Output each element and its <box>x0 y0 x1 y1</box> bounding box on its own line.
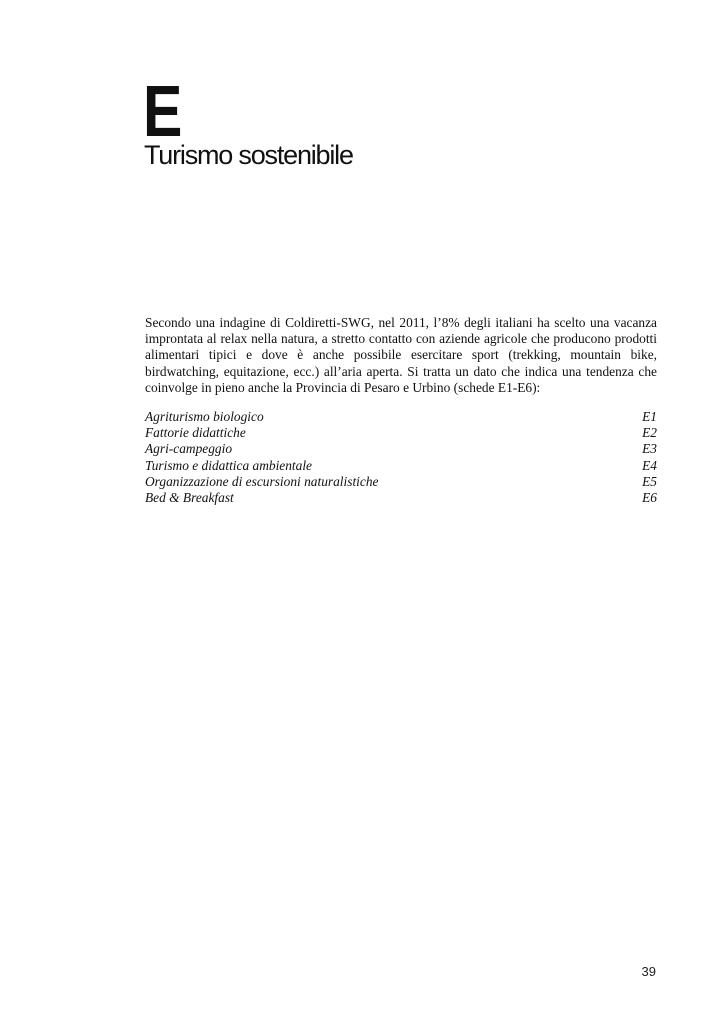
index-item-e3 <box>145 441 657 457</box>
index-item-code: E6 <box>642 490 657 506</box>
index-item-title: Bed & Breakfast <box>145 490 234 506</box>
index-item-title: Agriturismo biologico <box>145 409 264 424</box>
index-item-code: E5 <box>642 473 657 489</box>
section-letter: E <box>143 72 181 152</box>
index-item-e1 <box>145 409 657 425</box>
schede-index <box>145 409 657 506</box>
index-item-code: E2 <box>642 425 657 441</box>
index-item-e4 <box>145 458 657 474</box>
index-item-e2 <box>145 425 657 441</box>
index-item-code: E1 <box>642 409 657 424</box>
index-item-title: Turismo e didattica ambientale <box>145 457 313 473</box>
section-title: Turismo sostenibile <box>144 140 353 170</box>
index-item-code: E4 <box>642 457 657 473</box>
page-number: 39 <box>641 964 656 979</box>
index-item-title: Agri-campeggio <box>145 441 233 457</box>
intro-paragraph: Secondo una indagine di Coldiretti-SWG, nel 2011, l’8% degli italiani ha scelto una vacanza improntata al relax nella natura, a stretto contatto con aziende agricole che producono prodotti alimentari tipici e dove è anche possibile esercitare sport (trekking, mountain bike, birdwatching, equitazione, ecc.) all’aria aperta. Si tratta un dato che indica una tendenza che coinvolge in pieno anche la Provincia di Pesaro e Urbino (schede E1-E6): <box>145 315 657 395</box>
index-item-e6 <box>145 490 657 506</box>
index-item-e5 <box>145 474 657 490</box>
index-item-code: E3 <box>642 441 657 457</box>
index-item-title: Fattorie didattiche <box>145 425 246 441</box>
index-item-title: Organizzazione di escursioni naturalistiche <box>145 473 379 489</box>
